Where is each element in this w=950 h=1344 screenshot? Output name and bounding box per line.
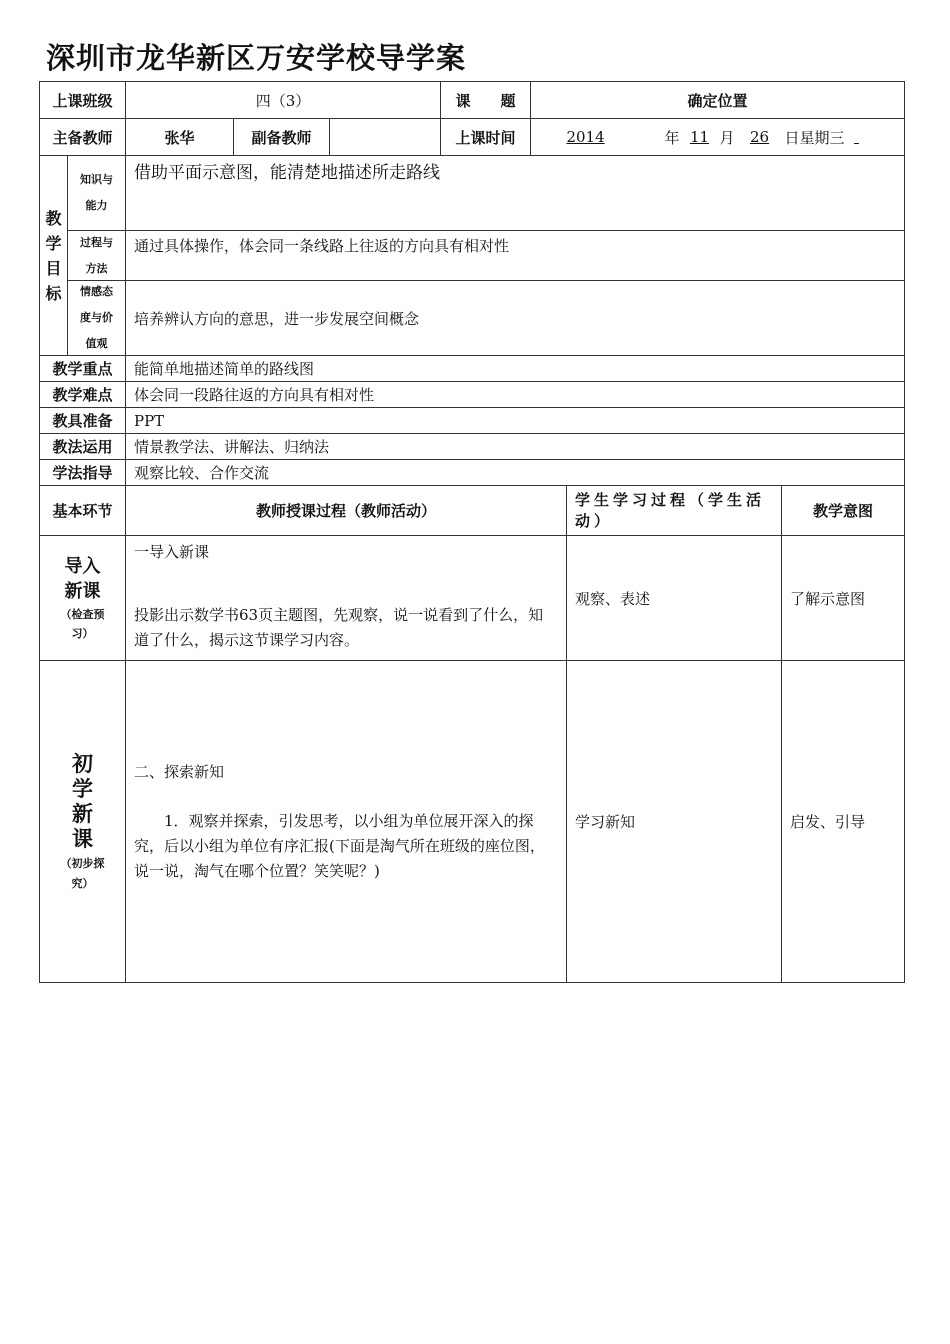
assistant-label: 副备教师 [233,118,330,156]
stage-explore-intent: 启发、引导 [781,660,905,983]
lesson-date [530,118,905,156]
stage-intro-label: 导入 新课 （检查预 习） [39,535,126,661]
stage-intro-teacher: 一导入新课 投影出示数学书63页主题图，先观察，说一说看到了什么，知道了什么，揭示这节课学习内容。 [125,535,567,661]
materials-label: 教具准备 [39,407,126,434]
date-month-unit: 月 [719,128,735,147]
stage-explore-student: 学习新知 [566,660,782,983]
stage-intro-student: 观察、表述 [566,535,782,661]
stage-explore-label: 初 学 新 课 （初步探 究） [39,660,126,983]
date-month: 11 [689,128,710,146]
goal-text-attitude: 培养辨认方向的意思，进一步发展空间概念 [125,280,905,356]
goal-sublabel-attitude: 情感态 度与价 值观 [67,280,126,356]
key-point-text: 能简单地描述简单的路线图 [125,355,905,382]
date-day-unit: 日星期三 [784,128,845,147]
materials-text: PPT [125,407,905,434]
teacher-label: 主备教师 [39,118,126,156]
header-student: 学生学习过程（学生活动） [566,485,782,536]
goal-text-process: 通过具体操作，体会同一条线路上往返的方向具有相对性 [125,230,905,281]
time-label: 上课时间 [440,118,531,156]
goals-label: 教 学 目 标 [39,155,68,356]
date-day: 26 [749,128,770,146]
goal-text-knowledge: 借助平面示意图，能清楚地描述所走路线 [125,155,905,231]
learning-guide-text: 观察比较、合作交流 [125,459,905,486]
topic-value: 确定位置 [530,81,905,119]
class-label: 上课班级 [39,81,126,119]
methods-label: 教法运用 [39,433,126,460]
header-teacher: 教师授课过程（教师活动） [125,485,567,536]
goal-sublabel-process: 过程与 方法 [67,230,126,281]
header-stage: 基本环节 [39,485,126,536]
header-intent: 教学意图 [781,485,905,536]
assistant-value [329,118,441,156]
teacher-value: 张华 [125,118,234,156]
stage-intro-intent: 了解示意图 [781,535,905,661]
class-value: 四（3） [125,81,441,119]
topic-label: 课 题 [440,81,531,119]
learning-guide-label: 学法指导 [39,459,126,486]
date-year: 2014 [566,128,605,146]
date-year-unit: 年 [664,128,680,147]
difficulty-text: 体会同一段路往返的方向具有相对性 [125,381,905,408]
goal-sublabel-knowledge: 知识与 能力 [67,155,126,231]
page-title: 深圳市龙华新区万安学校导学案 [46,41,467,75]
difficulty-label: 教学难点 [39,381,126,408]
key-point-label: 教学重点 [39,355,126,382]
methods-text: 情景教学法、讲解法、归纳法 [125,433,905,460]
stage-explore-teacher: 二、探索新知 1．观察并探索，引发思考，以小组为单位展开深入的探究，后以小组为单位有序汇报(下面是淘气所在班级的座位图，说一说，淘气在哪个位置？笑笑呢？) [125,660,567,983]
